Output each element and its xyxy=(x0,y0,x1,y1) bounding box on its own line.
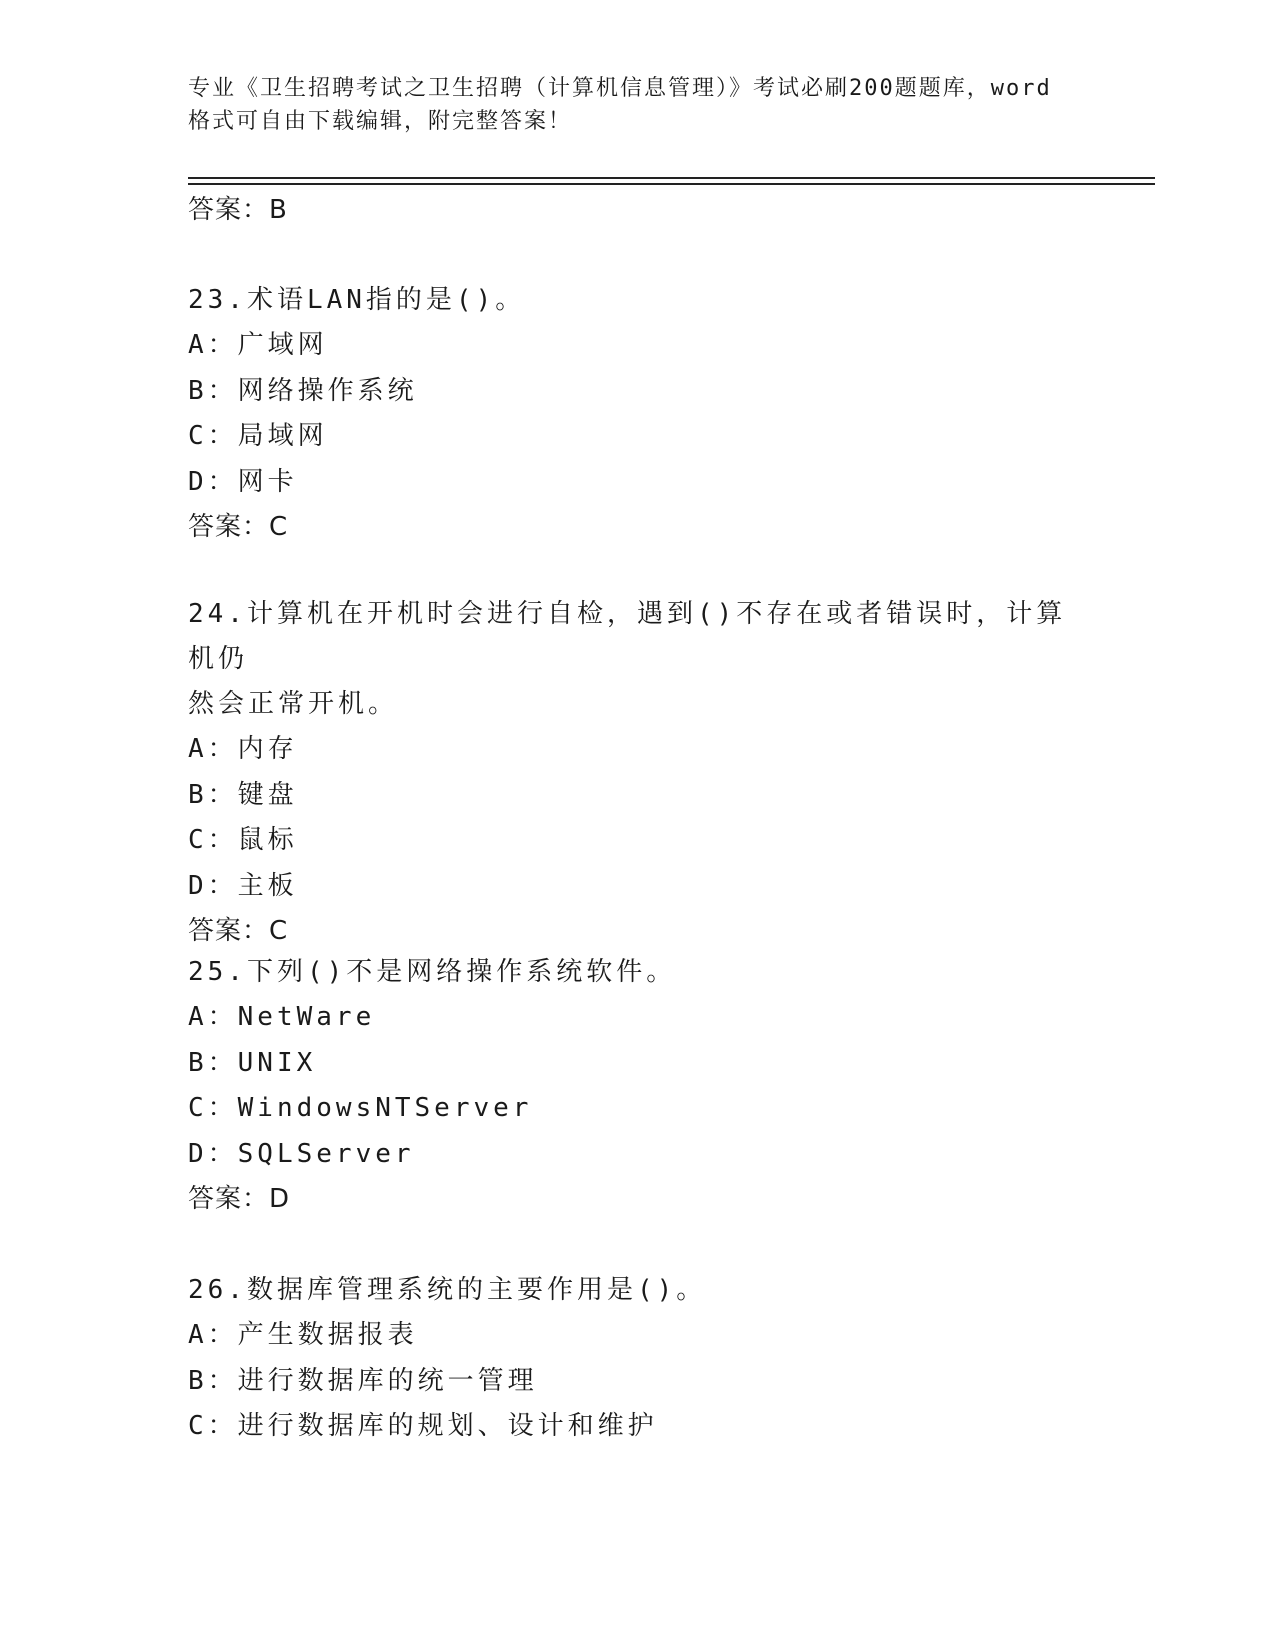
answer-22: 答案：B xyxy=(188,195,288,225)
question-23-option-d: D：网卡 xyxy=(188,466,298,497)
question-23-text: 23.术语LAN指的是()。 xyxy=(188,285,526,315)
question-25-option-c: C：WindowsNTServer xyxy=(188,1093,533,1123)
question-23-answer: 答案：C xyxy=(188,512,289,542)
question-block-26 xyxy=(188,1268,1088,1450)
header-divider-bottom xyxy=(188,183,1155,185)
question-25-option-b: B：UNIX xyxy=(188,1047,317,1078)
question-26-option-a: A：产生数据报表 xyxy=(188,1320,418,1350)
question-24-answer: 答案：C xyxy=(188,916,289,946)
question-24-option-a: A：内存 xyxy=(188,734,298,764)
document-header xyxy=(188,72,1088,138)
question-24-text-line-1: 24.计算机在开机时会进行自检，遇到()不存在或者错误时，计算机仍 xyxy=(188,599,1067,674)
question-25-option-d: D：SQLServer xyxy=(188,1138,415,1169)
question-block-25 xyxy=(188,950,1088,1221)
question-26-option-c: C：进行数据库的规划、设计和维护 xyxy=(188,1411,658,1441)
header-line-1: 专业《卫生招聘考试之卫生招聘（计算机信息管理）》考试必刷200题题库，word xyxy=(188,76,1052,101)
question-24-option-d: D：主板 xyxy=(188,870,298,901)
question-23-option-c: C：局域网 xyxy=(188,421,328,451)
header-divider-top xyxy=(188,177,1155,179)
question-block-23 xyxy=(188,278,1088,549)
question-24-text-line-2: 然会正常开机。 xyxy=(188,689,399,719)
header-line-2: 格式可自由下载编辑，附完整答案！ xyxy=(188,109,573,134)
question-24-option-c: C：鼠标 xyxy=(188,825,298,855)
question-26-text: 26.数据库管理系统的主要作用是()。 xyxy=(188,1275,707,1305)
question-25-option-a: A：NetWare xyxy=(188,1002,376,1032)
question-26-option-b: B：进行数据库的统一管理 xyxy=(188,1365,538,1396)
answer-block-22 xyxy=(188,188,1088,232)
question-23-option-b: B：网络操作系统 xyxy=(188,375,418,406)
question-block-24 xyxy=(188,592,1088,953)
question-25-answer: 答案：D xyxy=(188,1184,291,1214)
question-24-option-b: B：键盘 xyxy=(188,779,298,810)
question-23-option-a: A：广域网 xyxy=(188,330,328,360)
question-25-text: 25.下列()不是网络操作系统软件。 xyxy=(188,957,677,987)
